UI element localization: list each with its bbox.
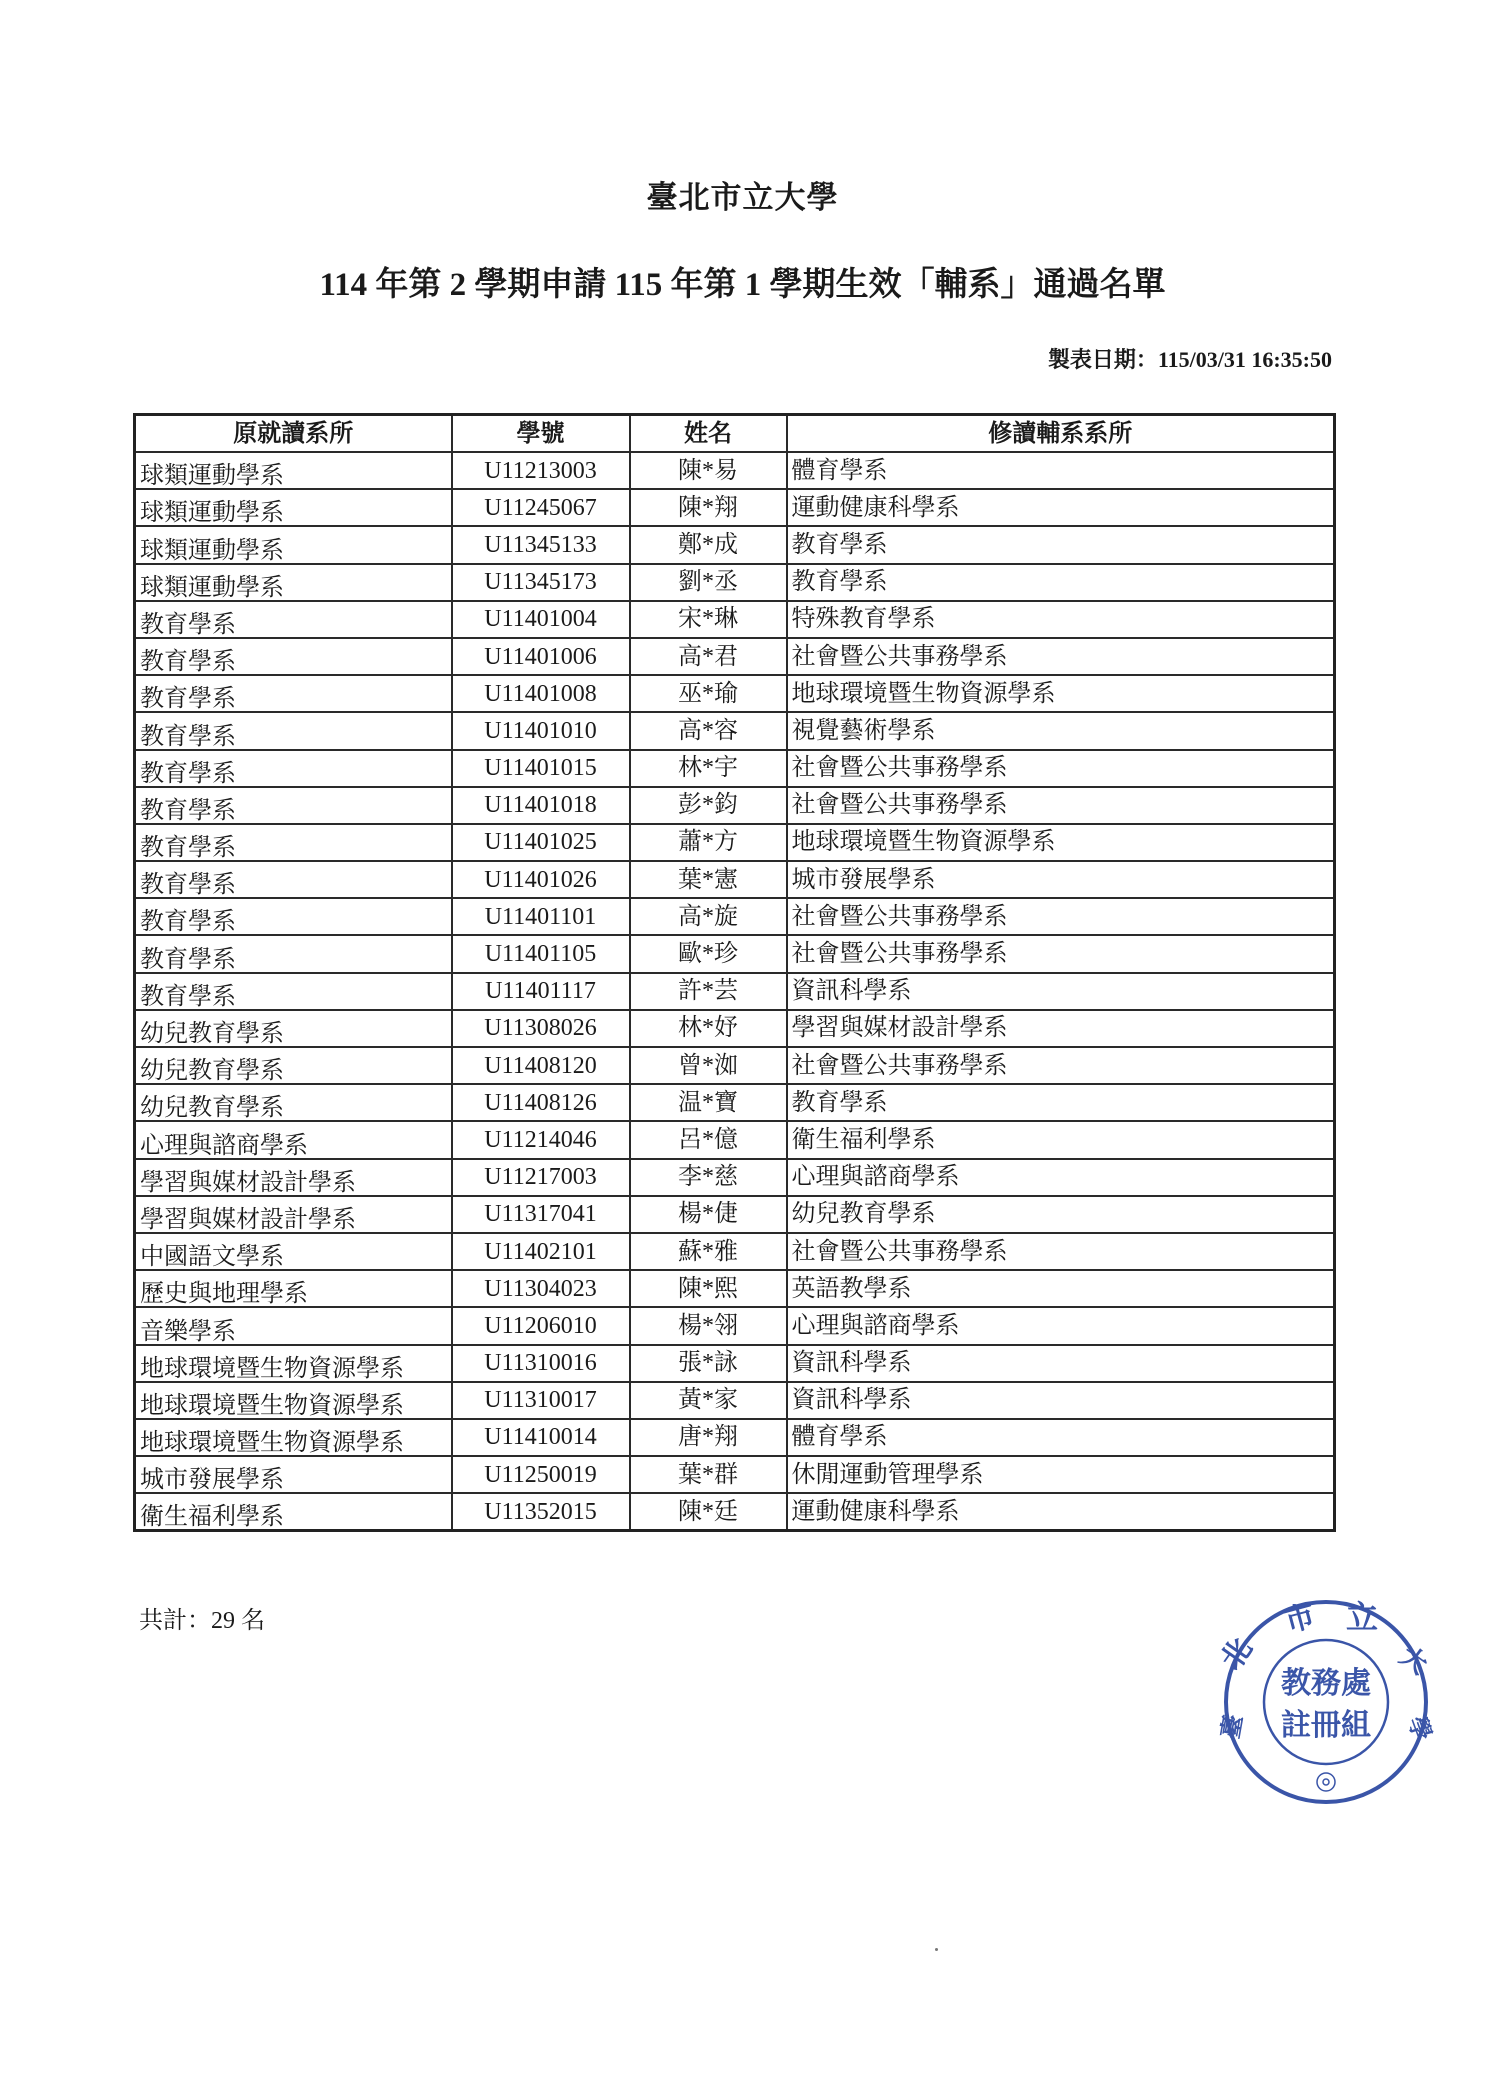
cell-name: 蘇*雅 bbox=[630, 1233, 787, 1270]
cell-original-department: 地球環境暨生物資源學系 bbox=[135, 1419, 452, 1456]
cell-original-department: 教育學系 bbox=[135, 712, 452, 749]
cell-minor-department: 英語教學系 bbox=[787, 1270, 1335, 1307]
cell-minor-department: 資訊科學系 bbox=[787, 1382, 1335, 1419]
cell-name: 巫*瑜 bbox=[630, 675, 787, 712]
table-row bbox=[135, 1493, 1335, 1531]
cell-student-id: U11345133 bbox=[452, 526, 630, 563]
cell-minor-department: 休閒運動管理學系 bbox=[787, 1456, 1335, 1493]
cell-minor-department: 衛生福利學系 bbox=[787, 1121, 1335, 1158]
page-subtitle: 114 年第 2 學期申請 115 年第 1 學期生效「輔系」通過名單 bbox=[319, 267, 1166, 303]
cell-minor-department: 地球環境暨生物資源學系 bbox=[787, 675, 1335, 712]
cell-name: 高*君 bbox=[630, 638, 787, 675]
header-name: 姓名 bbox=[630, 415, 787, 453]
cell-student-id: U11401008 bbox=[452, 675, 630, 712]
cell-original-department: 教育學系 bbox=[135, 861, 452, 898]
table-row bbox=[135, 1456, 1335, 1493]
cell-name: 許*芸 bbox=[630, 973, 787, 1010]
page-title: 臺北市立大學 bbox=[646, 180, 839, 215]
table-row bbox=[135, 1121, 1335, 1158]
cell-name: 葉*憲 bbox=[630, 861, 787, 898]
cell-minor-department: 地球環境暨生物資源學系 bbox=[787, 824, 1335, 861]
table-header-row bbox=[135, 415, 1335, 453]
svg-text:學: 學 bbox=[1402, 1712, 1438, 1745]
cell-student-id: U11401105 bbox=[452, 935, 630, 972]
cell-student-id: U11401026 bbox=[452, 861, 630, 898]
cell-minor-department: 城市發展學系 bbox=[787, 861, 1335, 898]
cell-original-department: 教育學系 bbox=[135, 935, 452, 972]
cell-minor-department: 社會暨公共事務學系 bbox=[787, 638, 1335, 675]
cell-student-id: U11310017 bbox=[452, 1382, 630, 1419]
cell-original-department: 教育學系 bbox=[135, 973, 452, 1010]
cell-minor-department: 幼兒教育學系 bbox=[787, 1196, 1335, 1233]
svg-text:註冊組: 註冊組 bbox=[1281, 1708, 1371, 1743]
cell-student-id: U11345173 bbox=[452, 564, 630, 601]
table-row bbox=[135, 452, 1335, 489]
table-row bbox=[135, 1159, 1335, 1196]
cell-original-department: 教育學系 bbox=[135, 787, 452, 824]
registration-office-seal-icon bbox=[1208, 1590, 1438, 1810]
cell-original-department: 球類運動學系 bbox=[135, 489, 452, 526]
total-count: 共計：29 名 bbox=[139, 1608, 265, 1634]
cell-minor-department: 社會暨公共事務學系 bbox=[787, 898, 1335, 935]
cell-name: 林*宇 bbox=[630, 750, 787, 787]
cell-original-department: 地球環境暨生物資源學系 bbox=[135, 1345, 452, 1382]
table-row bbox=[135, 675, 1335, 712]
table-row bbox=[135, 1196, 1335, 1233]
cell-student-id: U11214046 bbox=[452, 1121, 630, 1158]
table-row bbox=[135, 973, 1335, 1010]
cell-original-department: 學習與媒材設計學系 bbox=[135, 1159, 452, 1196]
cell-original-department: 教育學系 bbox=[135, 675, 452, 712]
cell-name: 彭*鈞 bbox=[630, 787, 787, 824]
table-row bbox=[135, 1345, 1335, 1382]
cell-name: 楊*倢 bbox=[630, 1196, 787, 1233]
cell-name: 宋*琳 bbox=[630, 601, 787, 638]
cell-original-department: 歷史與地理學系 bbox=[135, 1270, 452, 1307]
scan-speck bbox=[935, 1948, 938, 1951]
minor-approval-table bbox=[133, 413, 1336, 1532]
cell-original-department: 球類運動學系 bbox=[135, 452, 452, 489]
table-row bbox=[135, 489, 1335, 526]
cell-minor-department: 資訊科學系 bbox=[787, 973, 1335, 1010]
svg-text:教務處: 教務處 bbox=[1281, 1666, 1371, 1701]
table-row bbox=[135, 712, 1335, 749]
cell-minor-department: 社會暨公共事務學系 bbox=[787, 750, 1335, 787]
table-row bbox=[135, 1047, 1335, 1084]
cell-minor-department: 教育學系 bbox=[787, 564, 1335, 601]
cell-minor-department: 社會暨公共事務學系 bbox=[787, 787, 1335, 824]
cell-original-department: 球類運動學系 bbox=[135, 526, 452, 563]
cell-student-id: U11408126 bbox=[452, 1084, 630, 1121]
cell-name: 高*旋 bbox=[630, 898, 787, 935]
cell-student-id: U11402101 bbox=[452, 1233, 630, 1270]
table-row bbox=[135, 1307, 1335, 1344]
svg-text:大: 大 bbox=[1393, 1641, 1433, 1681]
cell-minor-department: 社會暨公共事務學系 bbox=[787, 1047, 1335, 1084]
cell-student-id: U11410014 bbox=[452, 1419, 630, 1456]
cell-original-department: 學習與媒材設計學系 bbox=[135, 1196, 452, 1233]
cell-name: 楊*翎 bbox=[630, 1307, 787, 1344]
cell-minor-department: 社會暨公共事務學系 bbox=[787, 1233, 1335, 1270]
table-row bbox=[135, 861, 1335, 898]
cell-original-department: 幼兒教育學系 bbox=[135, 1010, 452, 1047]
generated-date-label: 製表日期： bbox=[1047, 347, 1158, 372]
cell-student-id: U11304023 bbox=[452, 1270, 630, 1307]
cell-original-department: 教育學系 bbox=[135, 824, 452, 861]
header-student-id: 學號 bbox=[452, 415, 630, 453]
cell-name: 鄭*成 bbox=[630, 526, 787, 563]
cell-name: 劉*丞 bbox=[630, 564, 787, 601]
svg-text:市: 市 bbox=[1281, 1598, 1320, 1640]
cell-original-department: 衛生福利學系 bbox=[135, 1493, 452, 1531]
cell-name: 温*寶 bbox=[630, 1084, 787, 1121]
cell-minor-department: 體育學系 bbox=[787, 1419, 1335, 1456]
cell-minor-department: 運動健康科學系 bbox=[787, 489, 1335, 526]
cell-name: 張*詠 bbox=[630, 1345, 787, 1382]
table-row bbox=[135, 564, 1335, 601]
cell-name: 曾*洳 bbox=[630, 1047, 787, 1084]
cell-original-department: 地球環境暨生物資源學系 bbox=[135, 1382, 452, 1419]
cell-student-id: U11245067 bbox=[452, 489, 630, 526]
svg-text:北: 北 bbox=[1213, 1631, 1260, 1677]
cell-minor-department: 教育學系 bbox=[787, 526, 1335, 563]
cell-name: 李*慈 bbox=[630, 1159, 787, 1196]
cell-student-id: U11401025 bbox=[452, 824, 630, 861]
table-body bbox=[135, 452, 1335, 1531]
cell-student-id: U11352015 bbox=[452, 1493, 630, 1531]
header-minor-department: 修讀輔系系所 bbox=[787, 415, 1335, 453]
cell-original-department: 中國語文學系 bbox=[135, 1233, 452, 1270]
table-row bbox=[135, 935, 1335, 972]
cell-name: 葉*群 bbox=[630, 1456, 787, 1493]
cell-student-id: U11317041 bbox=[452, 1196, 630, 1233]
cell-original-department: 球類運動學系 bbox=[135, 564, 452, 601]
cell-original-department: 教育學系 bbox=[135, 898, 452, 935]
cell-minor-department: 資訊科學系 bbox=[787, 1345, 1335, 1382]
cell-original-department: 幼兒教育學系 bbox=[135, 1084, 452, 1121]
table-row bbox=[135, 898, 1335, 935]
cell-minor-department: 學習與媒材設計學系 bbox=[787, 1010, 1335, 1047]
cell-minor-department: 體育學系 bbox=[787, 452, 1335, 489]
cell-student-id: U11401010 bbox=[452, 712, 630, 749]
cell-name: 蕭*方 bbox=[630, 824, 787, 861]
cell-original-department: 心理與諮商學系 bbox=[135, 1121, 452, 1158]
cell-name: 陳*廷 bbox=[630, 1493, 787, 1531]
cell-student-id: U11401015 bbox=[452, 750, 630, 787]
table-row bbox=[135, 750, 1335, 787]
cell-minor-department: 心理與諮商學系 bbox=[787, 1159, 1335, 1196]
cell-student-id: U11401006 bbox=[452, 638, 630, 675]
cell-minor-department: 教育學系 bbox=[787, 1084, 1335, 1121]
cell-student-id: U11308026 bbox=[452, 1010, 630, 1047]
table-row bbox=[135, 787, 1335, 824]
svg-text:立: 立 bbox=[1346, 1598, 1379, 1636]
cell-name: 高*容 bbox=[630, 712, 787, 749]
cell-minor-department: 視覺藝術學系 bbox=[787, 712, 1335, 749]
cell-name: 歐*珍 bbox=[630, 935, 787, 972]
table-row bbox=[135, 1419, 1335, 1456]
generated-date bbox=[1048, 343, 1332, 374]
header-original-department: 原就讀系所 bbox=[135, 415, 452, 453]
cell-student-id: U11206010 bbox=[452, 1307, 630, 1344]
cell-original-department: 教育學系 bbox=[135, 638, 452, 675]
cell-name: 陳*翔 bbox=[630, 489, 787, 526]
table-row bbox=[135, 526, 1335, 563]
cell-original-department: 幼兒教育學系 bbox=[135, 1047, 452, 1084]
cell-name: 唐*翔 bbox=[630, 1419, 787, 1456]
cell-student-id: U11408120 bbox=[452, 1047, 630, 1084]
table-row bbox=[135, 1010, 1335, 1047]
svg-text:臺: 臺 bbox=[1215, 1712, 1249, 1742]
cell-original-department: 教育學系 bbox=[135, 750, 452, 787]
table-row bbox=[135, 824, 1335, 861]
cell-student-id: U11250019 bbox=[452, 1456, 630, 1493]
cell-student-id: U11401117 bbox=[452, 973, 630, 1010]
cell-minor-department: 特殊教育學系 bbox=[787, 601, 1335, 638]
cell-name: 陳*易 bbox=[630, 452, 787, 489]
cell-minor-department: 運動健康科學系 bbox=[787, 1493, 1335, 1531]
generated-date-value: 115/03/31 16:35:50 bbox=[1157, 347, 1332, 372]
cell-name: 陳*熙 bbox=[630, 1270, 787, 1307]
table-row bbox=[135, 1233, 1335, 1270]
cell-minor-department: 社會暨公共事務學系 bbox=[787, 935, 1335, 972]
cell-name: 林*妤 bbox=[630, 1010, 787, 1047]
cell-minor-department: 心理與諮商學系 bbox=[787, 1307, 1335, 1344]
table-row bbox=[135, 638, 1335, 675]
cell-name: 呂*億 bbox=[630, 1121, 787, 1158]
cell-original-department: 城市發展學系 bbox=[135, 1456, 452, 1493]
cell-student-id: U11401004 bbox=[452, 601, 630, 638]
cell-student-id: U11401018 bbox=[452, 787, 630, 824]
table-row bbox=[135, 1382, 1335, 1419]
cell-student-id: U11310016 bbox=[452, 1345, 630, 1382]
cell-original-department: 教育學系 bbox=[135, 601, 452, 638]
cell-student-id: U11401101 bbox=[452, 898, 630, 935]
cell-original-department: 音樂學系 bbox=[135, 1307, 452, 1344]
table-row bbox=[135, 1084, 1335, 1121]
cell-student-id: U11213003 bbox=[452, 452, 630, 489]
table-row bbox=[135, 1270, 1335, 1307]
cell-student-id: U11217003 bbox=[452, 1159, 630, 1196]
table-row bbox=[135, 601, 1335, 638]
cell-name: 黃*家 bbox=[630, 1382, 787, 1419]
